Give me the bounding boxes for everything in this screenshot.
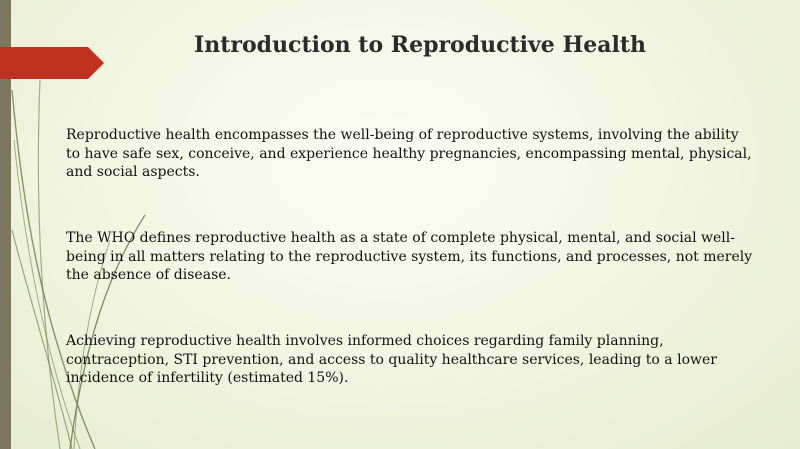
accent-arrow-shape (0, 47, 104, 79)
paragraph-achieving-health: Achieving reproductive health involves informed choices regarding family planning, contraception, STI prevention, and access to quality healthcare services, leading to a lower incidence of infertility (estimated 15%). (66, 333, 717, 386)
paragraph-who-definition: The WHO defines reproductive health as a state of complete physical, mental, and social well-being in all matters relating to the reproductive system, its functions, and processes, not merely the absence of disease. (66, 230, 753, 283)
slide-title: Introduction to Reproductive Health (193, 32, 647, 58)
paragraph-definition: Reproductive health encompasses the well-being of reproductive systems, involving the ability to have safe sex, conceive, and experience healthy pregnancies, encompassing mental, physical, and social aspects. (66, 127, 752, 180)
